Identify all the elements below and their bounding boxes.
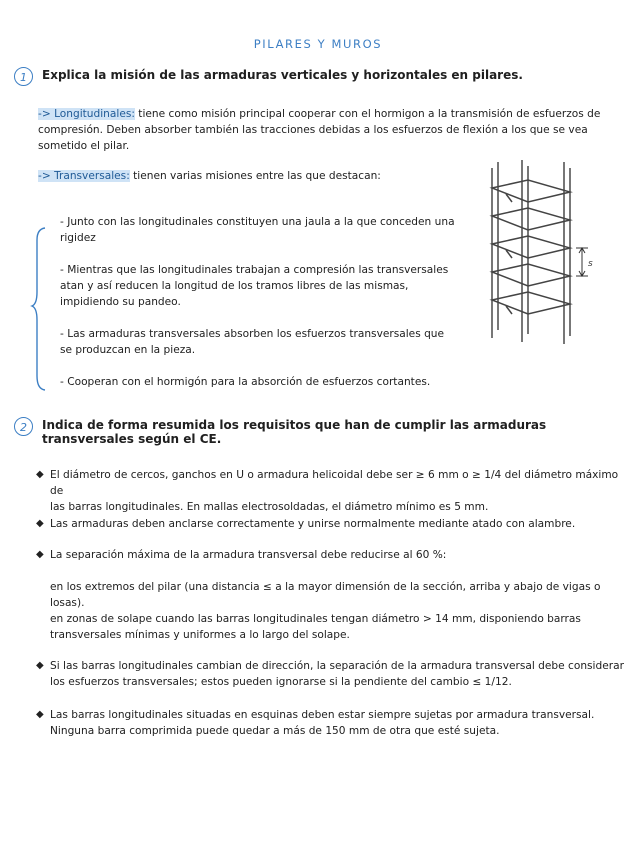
sub-list-line: losas). <box>50 597 85 609</box>
longitudinales-text-1: tiene como misión principal cooperar con el hormigon a la transmisión de esfuerzos de <box>134 108 601 120</box>
question-2-text: Indica de forma resumida los requisitos que han de cumplir las armaduras transversales según el CE. <box>42 418 547 446</box>
sub-list-line: transversales mínimas y uniformes a lo largo del solape. <box>50 629 350 641</box>
list-item-line: Las armaduras deben anclarse correctamente y unirse normalmente mediante atado con alambre. <box>50 518 576 530</box>
longitudinales-line-1 <box>38 106 618 122</box>
list-item-line: - Las armaduras transversales absorben los esfuerzos transversales que <box>60 328 445 340</box>
list-item-line: La separación máxima de la armadura transversal debe reducirse al 60 %: <box>50 549 447 561</box>
page-title: PILARES Y MUROS <box>253 37 383 51</box>
list-item <box>60 326 460 358</box>
rebar-cage-illustration <box>476 158 606 348</box>
list-item <box>60 262 460 310</box>
bullet-icon: ◆ <box>36 469 44 480</box>
list-item-line: - Junto con las longitudinales constituyen una jaula a la que conceden una <box>60 216 455 228</box>
list-item <box>60 214 460 246</box>
list-item-line: Si las barras longitudinales cambian de dirección, la separación de la armadura transversal debe considerar <box>50 660 624 672</box>
sub-list-line: en los extremos del pilar (una distancia ≤ a la mayor dimensión de la sección, arriba y abajo de vigas o <box>50 581 601 593</box>
longitudinales-line-3: sometido el pilar. <box>38 140 130 152</box>
list-item <box>50 707 630 739</box>
list-item-line: El diámetro de cercos, ganchos en U o armadura helicoidal debe ser ≥ 6 mm o ≥ 1/4 del diámetro máximo de <box>50 469 619 497</box>
transversales-line <box>38 168 381 184</box>
longitudinales-paragraph <box>38 106 618 154</box>
list-item-line: se produzcan en la pieza. <box>60 344 196 356</box>
longitudinales-line-2: compresión. Deben absorber también las tracciones debidas a los esfuerzos de flexión a los que se vea <box>38 124 588 136</box>
list-item-line: impidiendo su pandeo. <box>60 296 181 308</box>
list-item-line: Las barras longitudinales situadas en esquinas deben estar siempre sujetas por armadura transversal. <box>50 709 595 721</box>
list-item-line: Ninguna barra comprimida puede quedar a más de 150 mm de otra que esté sujeta. <box>50 725 500 737</box>
bullet-icon: ◆ <box>36 660 44 671</box>
list-item-line: atan y así reducen la longitud de los tramos libres de las mismas, <box>60 280 409 292</box>
list-item <box>50 658 630 690</box>
question-number-2: 2 <box>14 417 33 436</box>
bullet-icon: ◆ <box>36 518 44 529</box>
list-item-line: - Cooperan con el hormigón para la absorción de esfuerzos cortantes. <box>60 376 431 388</box>
list-item-line: rigidez <box>60 232 96 244</box>
spacing-label: s <box>588 259 593 269</box>
list-item-line: los esfuerzos transversales; estos pueden ignorarse si la pendiente del cambio ≤ 1/12. <box>50 676 512 688</box>
list-item <box>50 516 630 532</box>
question-1-text: Explica la misión de las armaduras verticales y horizontales en pilares. <box>42 68 523 82</box>
list-item <box>50 547 630 563</box>
sub-list-line: en zonas de solape cuando las barras longitudinales tengan diámetro > 14 mm, disponiendo barras <box>50 613 581 625</box>
list-item-line: - Mientras que las longitudinales trabajan a compresión las transversales <box>60 264 449 276</box>
transversales-label: -> Transversales: <box>38 170 130 182</box>
transversales-text: tienen varias misiones entre las que destacan: <box>129 170 381 182</box>
list-item <box>50 467 630 515</box>
question-number-1: 1 <box>14 67 33 86</box>
longitudinales-label: -> Longitudinales: <box>38 108 135 120</box>
bullet-icon: ◆ <box>36 549 44 560</box>
sub-list <box>50 579 630 643</box>
bullet-icon: ◆ <box>36 709 44 720</box>
list-item-line: las barras longitudinales. En mallas electrosoldadas, el diámetro mínimo es 5 mm. <box>50 501 489 513</box>
list-item <box>60 374 460 390</box>
curly-brace-icon <box>30 226 48 392</box>
